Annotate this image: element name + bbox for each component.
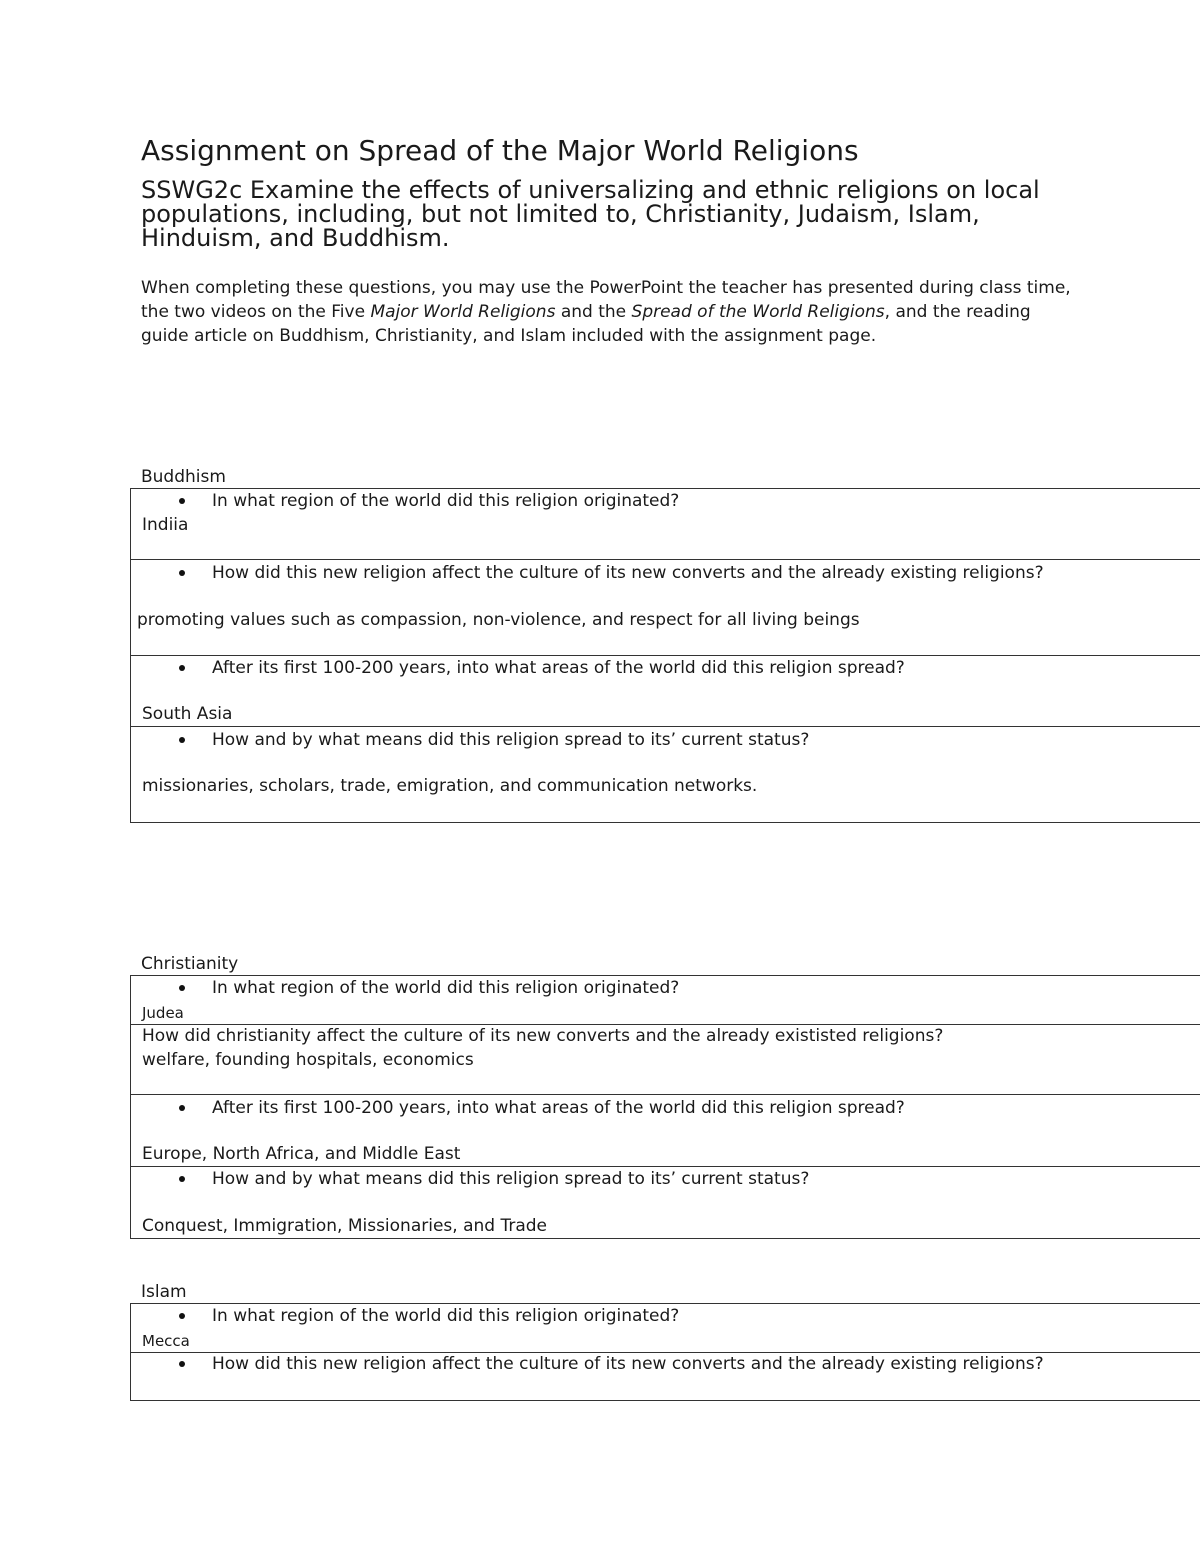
islam-question-culture: How did this new religion affect the culture of its new converts and the already existing religions? <box>212 1354 1044 1374</box>
section-label-islam: Islam <box>141 1282 187 1302</box>
buddhism-question-origin: In what region of the world did this religion originated? <box>212 491 680 511</box>
christianity-question-spread-means: How and by what means did this religion spread to its’ current status? <box>212 1169 810 1189</box>
intro-italic-1: Major World Religions <box>370 302 556 322</box>
row-divider <box>131 726 1200 727</box>
islam-table <box>130 1303 1200 1401</box>
row-divider <box>131 559 1200 560</box>
christianity-table <box>130 975 1200 1239</box>
christianity-answer-origin: Judea <box>142 1004 184 1022</box>
islam-answer-origin: Mecca <box>142 1332 190 1350</box>
intro-italic-2: Spread of the World Religions <box>631 302 885 322</box>
row-divider <box>131 1094 1200 1095</box>
buddhism-answer-spread-areas: South Asia <box>142 704 233 724</box>
buddhism-table <box>130 488 1200 823</box>
page-title: Assignment on Spread of the Major World Religions <box>141 134 859 167</box>
buddhism-answer-culture: promoting values such as compassion, non-violence, and respect for all living beings <box>137 610 860 630</box>
buddhism-question-culture: How did this new religion affect the culture of its new converts and the already existing religions? <box>212 563 1044 583</box>
row-divider <box>131 655 1200 656</box>
christianity-question-culture: How did christianity affect the culture of its new converts and the already exististed religions? <box>142 1026 944 1046</box>
section-label-christianity: Christianity <box>141 954 239 974</box>
intro-paragraph <box>141 276 1081 348</box>
intro-text-3: , and the reading guide article on Buddhism, Christianity, and Islam included with the assignment page. <box>141 302 1031 346</box>
buddhism-question-spread-means: How and by what means did this religion spread to its’ current status? <box>212 730 810 750</box>
christianity-question-spread-areas: After its first 100-200 years, into what areas of the world did this religion spread? <box>212 1098 905 1118</box>
standard-heading: SSWG2c Examine the effects of universalizing and ethnic religions on local populations, including, but not limited to, Christianity, Judaism, Islam, Hinduism, and Buddhism. <box>141 176 1040 252</box>
section-label-buddhism: Buddhism <box>141 467 226 487</box>
intro-text-2: and the <box>555 302 632 322</box>
row-divider <box>131 1166 1200 1167</box>
buddhism-answer-spread-means: missionaries, scholars, trade, emigration, and communication networks. <box>142 776 758 796</box>
buddhism-answer-origin: Indiia <box>142 515 189 535</box>
islam-question-origin: In what region of the world did this religion originated? <box>212 1306 680 1326</box>
intro-text-1: When completing these questions, you may use the PowerPoint the teacher has presented during class time, the two videos on the Five <box>141 278 1071 322</box>
buddhism-question-spread-areas: After its first 100-200 years, into what areas of the world did this religion spread? <box>212 658 905 678</box>
christianity-question-origin: In what region of the world did this religion originated? <box>212 978 680 998</box>
christianity-answer-spread-means: Conquest, Immigration, Missionaries, and Trade <box>142 1216 548 1236</box>
christianity-answer-spread-areas: Europe, North Africa, and Middle East <box>142 1144 461 1164</box>
christianity-answer-culture: welfare, founding hospitals, economics <box>142 1050 474 1070</box>
